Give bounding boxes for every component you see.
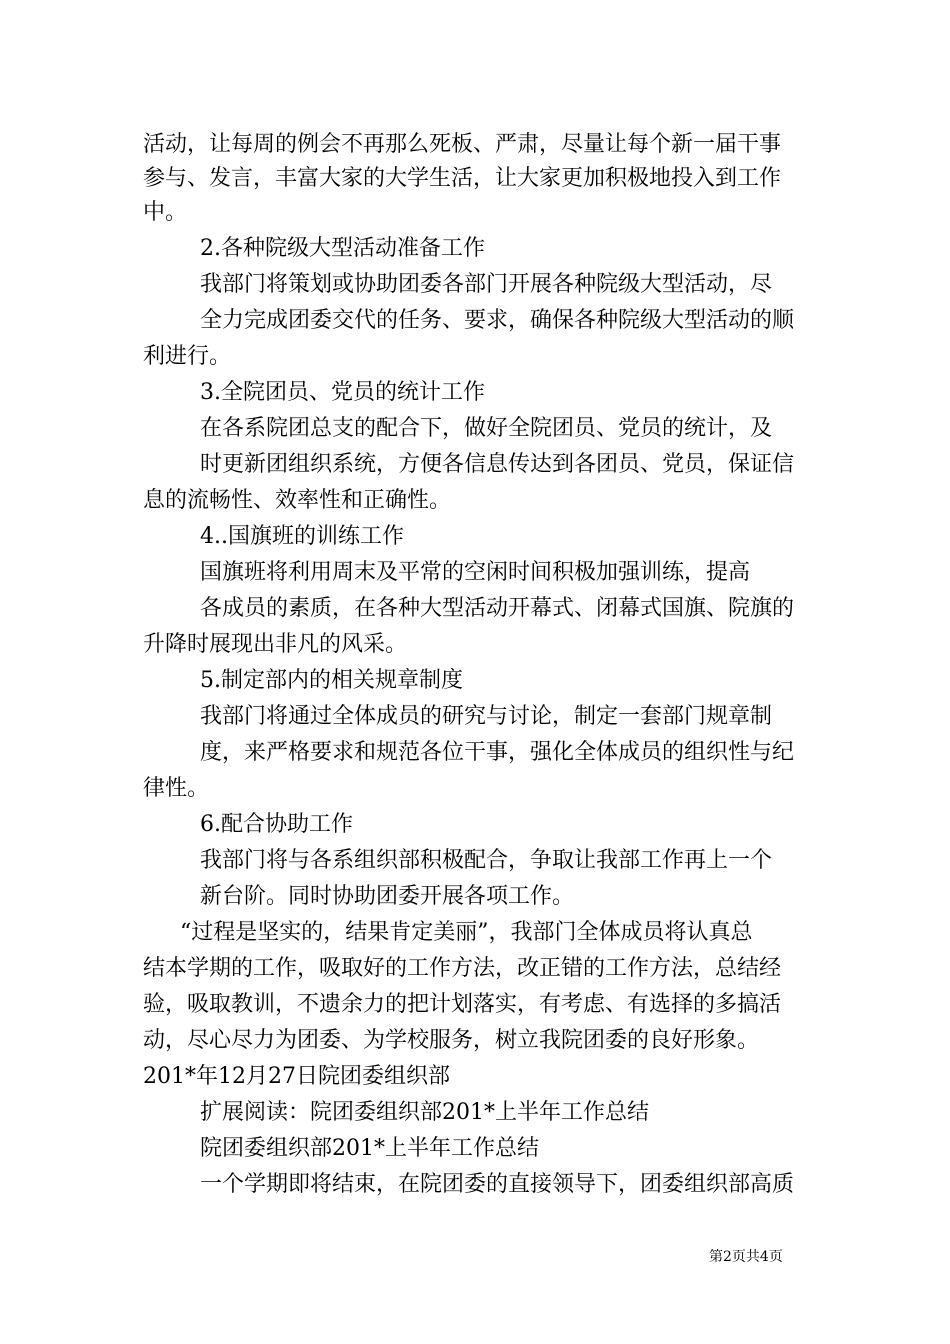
subsection-title: 院团委组织部201*上半年工作总结 — [200, 1136, 539, 1161]
section-heading-5: 5.制定部内的相关规章制度 — [200, 668, 463, 693]
signature-date-line: 201*年12月27日院团委组织部 — [143, 1064, 450, 1089]
paragraph-line: 我部门将与各系组织部积极配合，争取让我部工作再上一个 — [200, 848, 773, 873]
paragraph-line: 动，尽心尽力为团委、为学校服务，树立我院团委的良好形象。 — [143, 1028, 760, 1053]
paragraph-line: 国旗班将利用周末及平常的空闲时间积极加强训练，提高 — [200, 560, 751, 585]
paragraph-line: 在各系院团总支的配合下，做好全院团员、党员的统计，及 — [200, 416, 773, 441]
section-heading-4: 4..国旗班的训练工作 — [200, 524, 404, 549]
paragraph-line: 中。 — [143, 200, 188, 225]
paragraph-line: 升降时展现出非凡的风采。 — [143, 632, 408, 657]
paragraph-line: 全力完成团委交代的任务、要求，确保各种院级大型活动的顺 — [200, 308, 795, 333]
paragraph-line: 新台阶。同时协助团委开展各项工作。 — [200, 884, 575, 909]
paragraph-line: 参与、发言，丰富大家的大学生活，让大家更加积极地投入到工作 — [143, 166, 782, 191]
paragraph-line: 我部门将通过全体成员的研究与讨论，制定一套部门规章制 — [200, 704, 773, 729]
paragraph-line: 结本学期的工作，吸取好的工作方法，改正错的工作方法，总结经 — [143, 956, 782, 981]
paragraph-line: “过程是坚实的，结果肯定美丽”，我部门全体成员将认真总 — [180, 920, 753, 945]
paragraph-line: 律性。 — [143, 776, 210, 801]
paragraph-line: 活动，让每周的例会不再那么死板、严肃，尽量让每个新一届干事 — [143, 132, 782, 157]
paragraph-line: 我部门将策划或协助团委各部门开展各种院级大型活动，尽 — [200, 272, 773, 297]
paragraph-line: 验，吸取教训，不遗余力的把计划落实，有考虑、有选择的多搞活 — [143, 992, 782, 1017]
paragraph-line: 各成员的素质，在各种大型活动开幕式、闭幕式国旗、院旗的 — [200, 596, 795, 621]
section-heading-6: 6.配合协助工作 — [200, 812, 353, 837]
paragraph-line: 度，来严格要求和规范各位干事，强化全体成员的组织性与纪 — [200, 740, 795, 765]
section-heading-2: 2.各种院级大型活动准备工作 — [200, 236, 485, 261]
paragraph-line: 时更新团组织系统，方便各信息传达到各团员、党员，保证信 — [200, 452, 795, 477]
paragraph-line: 利进行。 — [143, 344, 232, 369]
page-number: 第2页共4页 — [709, 1249, 783, 1265]
paragraph-line: 息的流畅性、效率性和正确性。 — [143, 488, 452, 513]
paragraph-line: 一个学期即将结束，在院团委的直接领导下，团委组织部高质 — [200, 1172, 795, 1197]
extended-reading-title: 扩展阅读：院团委组织部201*上半年工作总结 — [200, 1100, 649, 1125]
section-heading-3: 3.全院团员、党员的统计工作 — [200, 380, 485, 405]
